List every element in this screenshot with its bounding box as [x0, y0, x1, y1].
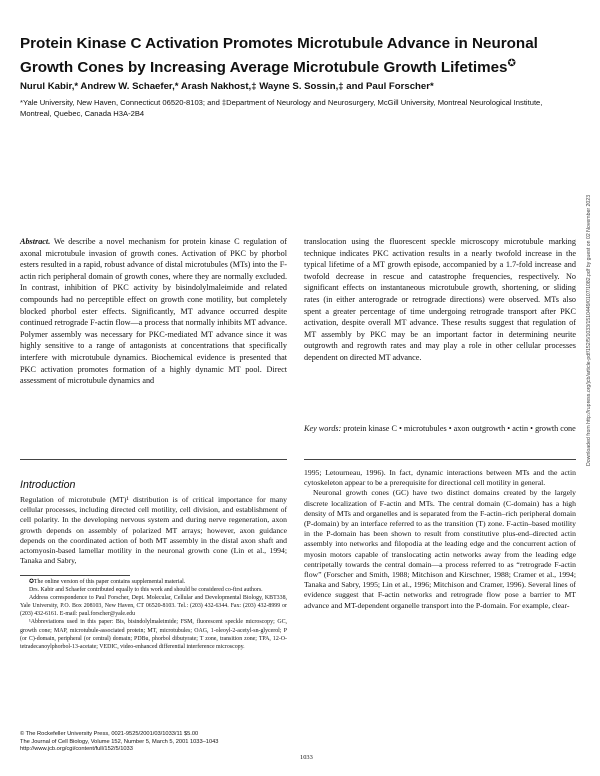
abstract-right-column: translocation using the fluorescent speckle microscopy microtubule marking technique indicates PKC activation results in a nearly twofold increase in the typical lifetime of a MT growth episode, accompanied by a 1.7-fold increase and twofold decrease in rescue and catastrophe frequencies, respectively. No significant effects on instantaneous microtubule growth, shortening, or sliding rates (in either anterograde or retrograde directions) were observed. MTs also spent a greater percentage of time undergoing retrograde transport after PKC activation, despite overall MT advance. These results suggest that regulation of MT assembly by PKC may be an important factor in determining neurite outgrowth and regrowth rates and may play a role in other cellular processes dependent on directed MT advance. — [304, 237, 576, 362]
paper-title — [20, 34, 575, 78]
footnote-abbreviations: ¹Abbreviations used in this paper: Bis, bisindolylmaleimide; FSM, fluorescent speckle microscopy; GC, growth cone; MAP, microtubule-associated protein; MT, microtubules; OAG, 1-oleoyl-2-acetyl-sn-glycerol; P (or C)-domain, peripheral (or central) domain; PDBu, phorbol dibutyrate; T zone, transition zone; TPA, 12-O-tetradecanoylphorbol-13-acetate; VEDIC, video-enhanced differential interference microscopy. — [20, 619, 287, 650]
affiliations: *Yale University, New Haven, Connecticut 06520-8103; and ‡Department of Neurology and Neurosurgery, McGill University, Montreal Neurological Institute, Montreal, Quebec, Canada H3A-2B4 — [20, 98, 543, 118]
title-text: Protein Kinase C Activation Promotes Microtubule Advance in Neuronal Growth Cones by Increasing Average Microtubule Growth Lifetimes — [20, 35, 538, 77]
intro-right-column — [304, 468, 576, 611]
abstract-left-column — [20, 236, 287, 387]
supplemental-mark: ✪ — [507, 58, 516, 69]
copyright-block — [20, 731, 287, 754]
intro-heading: Introduction — [20, 479, 76, 491]
copyright-line-1: © The Rockefeller University Press, 0021-9525/2001/03/1033/11 $5.00 — [20, 731, 199, 737]
keywords-text: protein kinase C • microtubules • axon outgrowth • actin • growth cone — [343, 424, 576, 433]
abstract-lead: Abstract. — [20, 237, 51, 246]
copyright-url[interactable]: http://www.jcb.org/cgi/content/full/152/5/1033 — [20, 746, 133, 753]
footnote-correspondence: Address correspondence to Paul Forscher, Dept. Molecular, Cellular and Developmental Biology, KBT338, Yale University, P.O. Box 208103, New Haven, CT 06520-8103. Tel.: (203) 432-6344. Fax: (203) 432-8999 or (203) 432-6161. E-mail: paul.forscher@yale.edu — [20, 595, 287, 618]
page-number: 1033 — [300, 754, 313, 761]
keywords-label: Key words: — [304, 424, 342, 433]
intro-left-column: Regulation of microtubule (MT)¹ distribution is of critical importance for many cellular processes, including directed cell motility, cell division, and establishment of cell polarity. In the developing nervous system and during nerve regeneration, axon growth depends on assembly of polarized MT arrays; however, axon guidance depends on the coordinated action of both MT assembly in the distal axon shaft and actomyosin-based lamellar motility in the neuronal growth cone (Lin et al., 1994; Tanaka and Sabry, — [20, 495, 287, 566]
keywords — [304, 423, 576, 435]
footnote-supplemental: ✪The online version of this paper contains supplemental material. — [29, 579, 186, 585]
author-list: Nurul Kabir,* Andrew W. Schaefer,* Arash Nakhost,‡ Wayne S. Sossin,‡ and Paul Forscher* — [20, 81, 434, 92]
copyright-line-2: The Journal of Cell Biology, Volume 152, Number 5, March 5, 2001 1033–1043 — [20, 738, 219, 745]
section-divider-right — [304, 459, 576, 460]
footnote-divider — [20, 575, 130, 576]
intro-right-paragraph-1: 1995; Letourneau, 1996). In fact, dynamic interactions between MTs and the actin cytoskeleton appear to be a prerequisite for directional cell motility in general. — [304, 468, 576, 488]
intro-right-paragraph-2: Neuronal growth cones (GC) have two distinct domains created by the largely discrete localization of F-actin and MTs. The central domain (C-domain) has a high density of MTs and organelles and is separated from the F-actin–rich peripheral domain (P-domain) by an interface referred to as the transition (T) zone. F-actin–based motility in the P-domain has been shown to result from constitutive plus-end–directed actin assembly into networks and filopodia at the leading edge and the concurrent action of myosin motors capable of translocating actin networks away from the leading edge centripetally towards the central domain—a process referred to as “retrograde F-actin flow” (Forscher and Smith, 1988; Mitchison and Kirschner, 1988; Cramer et al., 1994; Tanaka and Sabry, 1995; Lin et al., 1996; Mitchison and Cramer, 1996). Several lines of evidence suggest that F-actin networks and retrograde flow pose a barrier to MT advance and MT-dependent organelle transport into the P-domain. For example, clear- — [304, 488, 576, 610]
section-divider-left — [20, 459, 287, 460]
download-watermark: Downloaded from http://rupress.org/jcb/article-pdf/152/5/1033/1510449/0107/1082.pdf by guest on 02 November 2023 — [586, 194, 592, 466]
footnotes — [20, 578, 287, 651]
footnote-cofirst: Drs. Kabir and Schaefer contributed equally to this work and should be considered co-first authors. — [29, 587, 263, 594]
abstract-left-text: We describe a novel mechanism for protein kinase C regulation of axonal microtubule invasion of growth cones. Activation of PKC by phorbol esters resulted in a rapid, robust advance of distal microtubules (MTs) into the F-actin rich peripheral domain of growth cones, where they are normally excluded. In contrast, inhibition of PKC activity by bisindolylmaleimide and related compounds had no perceptible effect on growth cone motility, but completely blocked phorbol ester effects. Significantly, MT advance occurred despite continued retrograde F-actin flow—a process that normally inhibits MT advance. Polymer assembly was necessary for PKC-mediated MT advance since it was highly sensitive to a range of antagonists at concentrations that specifically interfere with microtubule dynamics. Biochemical evidence is presented that PKC activation promotes formation of a highly dynamic MT pool. Direct assessment of microtubule dynamics and — [20, 237, 287, 386]
